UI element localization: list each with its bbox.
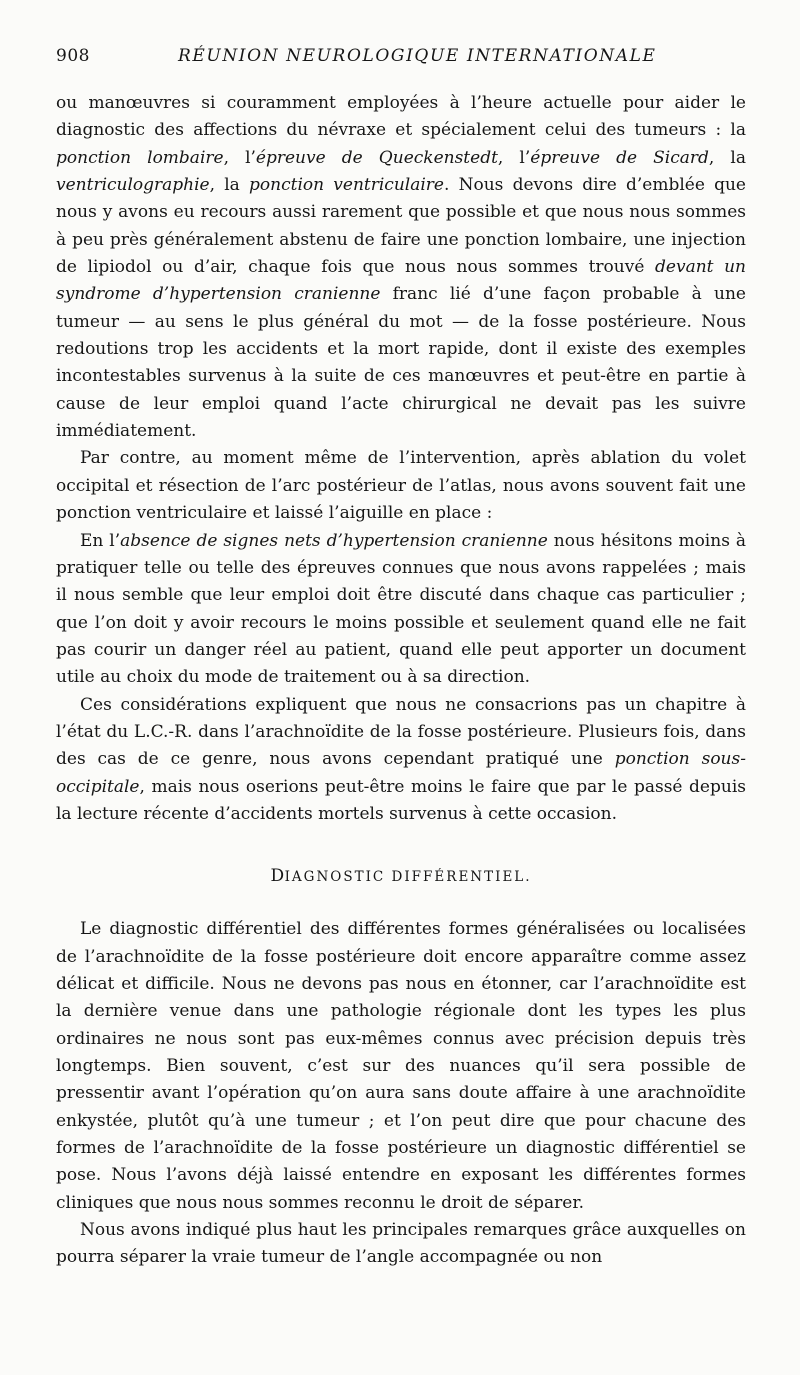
page-number: 908 bbox=[56, 46, 90, 66]
italic-text: devant un syndrome d’hypertension cranienne bbox=[56, 257, 746, 305]
text-run: Par contre, au moment même de l’intervention, après ablation du volet occipital et résection de l’arc postérieur de l’atlas, nous avons souvent fait une ponction ventriculaire et laissé l’aiguille en place : bbox=[56, 448, 746, 524]
running-head bbox=[56, 46, 746, 90]
text-run: . Nous devons dire d’emblée que nous y avons eu recours aussi rarement que possible et que nous nous sommes à peu près généralement abstenu de faire une ponction lombaire, une injection de lipiodol ou d’air, chaque fois que nous nous sommes trouvé bbox=[56, 175, 746, 278]
text-run: , l’ bbox=[497, 147, 531, 168]
text-run: , l’ bbox=[223, 147, 256, 168]
paragraph bbox=[56, 1217, 746, 1272]
text-run: nous hésitons moins à pratiquer telle ou telle des épreuves connues que nous avons rappelées ; mais il nous semble que leur emploi doit être discuté dans chaque cas particulier ; que l’on doit y avoir recours le moins possible et seulement quand elle ne fait pas courir un danger réel au patient, quand elle peut apporter un document utile au choix du mode de traitement ou à sa direction. bbox=[56, 530, 747, 688]
paragraph bbox=[56, 916, 746, 1217]
italic-text: ventriculographie bbox=[56, 175, 210, 196]
italic-text: épreuve de Queckenstedt bbox=[255, 147, 498, 168]
text-run: Nous avons indiqué plus haut les principales remarques grâce auxquelles on pourra séparer la vraie tumeur de l’angle accompagnée ou non bbox=[56, 1220, 746, 1268]
italic-text: épreuve de Sicard bbox=[530, 147, 709, 168]
text-run: , la bbox=[708, 147, 746, 168]
paragraph bbox=[56, 692, 746, 829]
text-run: Le diagnostic différentiel des différentes formes généralisées ou localisées de l’arachnoïdite de la fosse postérieure doit encore apparaître comme assez délicat et difficile. Nous ne devons pas nous en étonner, car l’arachnoïdite est la dernière venue dans une pathologie régionale dont les types les plus ordinaires ne nous sont pas eux-mêmes connus avec précision depuis très longtemps. Bien souvent, c’est sur des nuances qu’il sera possible de pressentir avant l’opération qu’on aura sans doute affaire à une arachnoïdite enkystée, plutôt qu’à une tumeur ; et l’on peut dire que pour chacune des formes de l’arachnoïdite de la fosse postérieure un diagnostic différentiel se pose. Nous l’avons déjà laissé entendre en exposant les différentes formes cliniques que nous nous sommes reconnu le droit de séparer. bbox=[56, 919, 746, 1213]
italic-text: absence de signes nets d’hypertension cranienne bbox=[120, 530, 548, 551]
italic-text: ponction sous-occipitale bbox=[56, 749, 746, 797]
body-text-bottom bbox=[56, 916, 746, 1271]
paragraph bbox=[56, 90, 746, 445]
text-run: En l’ bbox=[80, 530, 121, 551]
section-heading-initial: D bbox=[270, 866, 285, 887]
paragraph bbox=[56, 528, 746, 692]
text-run: , la bbox=[209, 175, 250, 196]
paragraph bbox=[56, 445, 746, 527]
italic-text: ponction lombaire bbox=[56, 147, 224, 168]
running-title: RÉUNION NEUROLOGIQUE INTERNATIONALE bbox=[178, 46, 657, 66]
italic-text: ponction ventriculaire bbox=[249, 175, 444, 196]
text-run: ou manœuvres si couramment employées à l’heure actuelle pour aider le diagnostic des affections du névraxe et spécialement celui des tumeurs : la bbox=[56, 93, 746, 141]
section-heading bbox=[56, 866, 746, 886]
page bbox=[56, 46, 746, 1272]
section-heading-rest: IAGNOSTIC DIFFÉRENTIEL. bbox=[284, 869, 532, 886]
text-run: franc lié d’une façon probable à une tumeur — au sens le plus général du mot — de la fosse postérieure. Nous redoutions trop les accidents et la mort rapide, dont il existe des exemples incontestables survenus à la suite de ces manœuvres et peut-être en partie à cause de leur emploi quand l’acte chirurgical ne devait pas les suivre immédiatement. bbox=[56, 284, 746, 442]
text-run: Ces considérations expliquent que nous ne consacrions pas un chapitre à l’état du L.C.-R. dans l’arachnoïdite de la fosse postérieure. Plusieurs fois, dans des cas de ce genre, nous avons cependant pratiqué une bbox=[56, 694, 746, 770]
body-text-top bbox=[56, 90, 746, 828]
text-run: , mais nous oserions peut-être moins le faire que par le passé depuis la lecture récente d’accidents mortels survenus à cette occasion. bbox=[56, 776, 746, 824]
